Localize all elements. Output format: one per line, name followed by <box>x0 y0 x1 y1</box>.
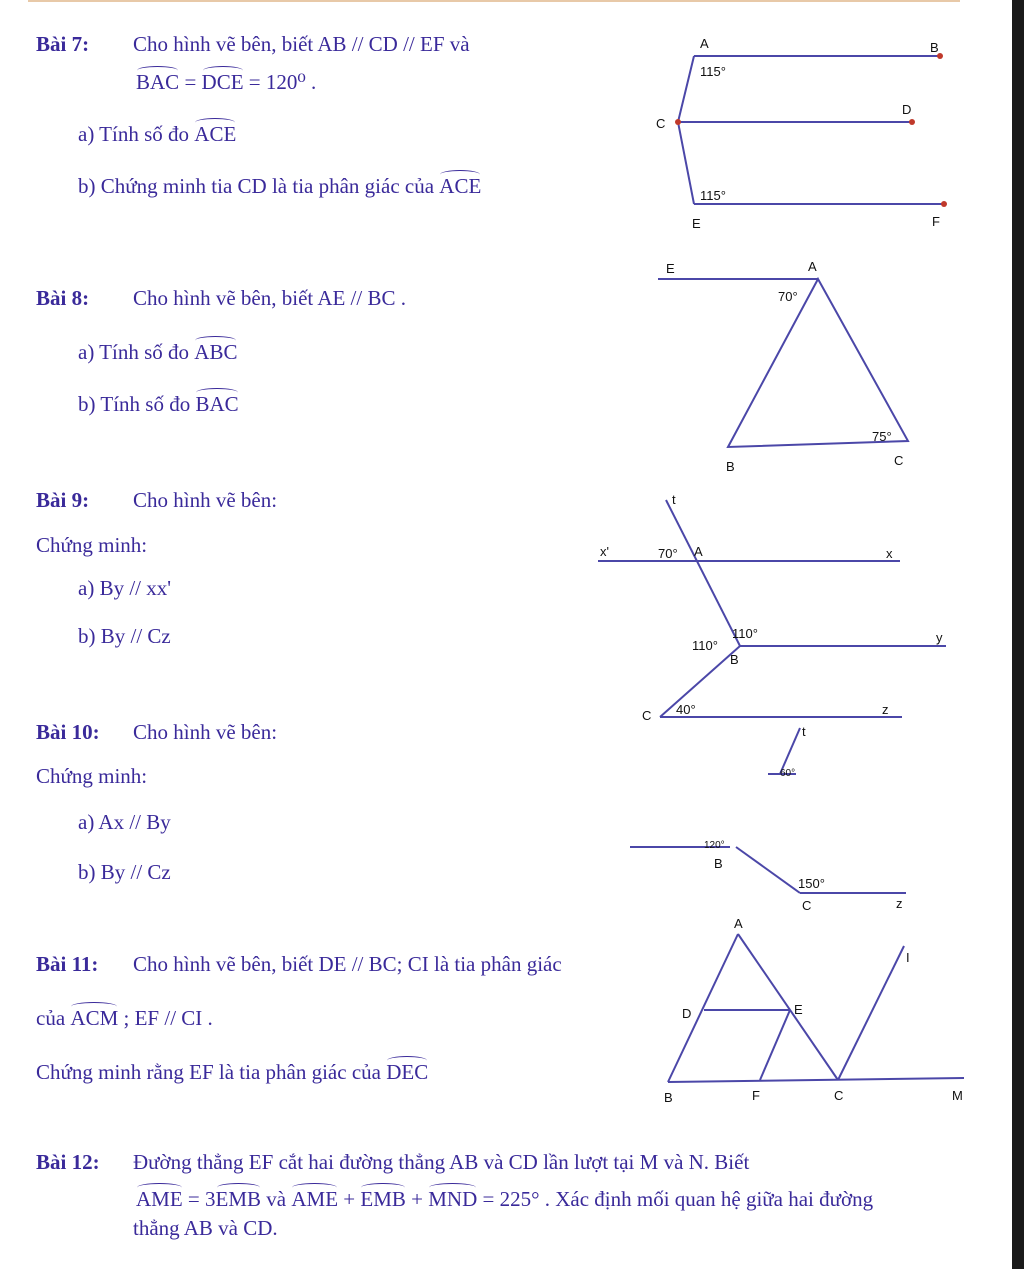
label-c: C <box>642 708 652 723</box>
label-c: C <box>834 1088 844 1103</box>
bai10-part-a: a) Ax // By <box>78 810 171 834</box>
bai11-line3: Chứng minh rằng EF là tia phân giác của DEC <box>36 1060 429 1084</box>
label-a: A <box>734 916 743 931</box>
bai9-statement: Cho hình vẽ bên: <box>133 488 278 512</box>
line-bm <box>668 1078 964 1082</box>
window-edge <box>1012 0 1024 1269</box>
point-f <box>941 201 947 207</box>
bai7-figure <box>650 30 970 240</box>
bai8-statement: Cho hình vẽ bên, biết AE // BC . <box>133 286 406 310</box>
angle-abc: ABC <box>194 340 238 364</box>
label-x: x <box>886 546 893 561</box>
label-z: z <box>896 896 903 911</box>
bai9-figure <box>590 490 960 730</box>
line-ace <box>678 56 694 204</box>
line-t <box>666 500 740 646</box>
label-y: y <box>936 630 943 645</box>
angle-bac: BAC <box>136 70 180 94</box>
bai12-statement: Đường thẳng EF cắt hai đường thẳng AB và CD lần lượt tại M và N. Biết <box>133 1150 750 1174</box>
bai7-statement: Cho hình vẽ bên, biết AB // CD // EF và <box>133 32 470 56</box>
label-c: C <box>894 453 904 468</box>
bai11-figure <box>650 912 980 1112</box>
angle-label-a: 60° <box>780 768 796 779</box>
bai10-statement: Cho hình vẽ bên: <box>133 720 278 744</box>
label-i: I <box>906 950 910 965</box>
line-ab <box>668 934 738 1082</box>
bai9-prove: Chứng minh: <box>36 533 148 557</box>
bai9-part-b: b) By // Cz <box>78 624 171 648</box>
angle-mnd: MND <box>428 1187 478 1211</box>
label-m: M <box>952 1088 963 1103</box>
angle-ame: AME <box>291 1187 339 1211</box>
label-b: B <box>730 652 739 667</box>
bai10-part-b: b) By // Cz <box>78 860 171 884</box>
bai12-equation: AME = 3EMB và AME + EMB + MND = 225° . Xác định mối quan hệ giữa hai đường <box>136 1187 874 1211</box>
label-e: E <box>692 216 701 231</box>
line-bc <box>736 847 800 893</box>
line-bc <box>660 646 740 717</box>
angle-label-c: 75° <box>872 429 892 444</box>
label-d: D <box>902 102 912 117</box>
label-f: F <box>932 214 940 229</box>
angle-bac: BAC <box>195 392 239 416</box>
bai7-angle-equation: BAC = DCE = 120⁰ . <box>136 70 317 94</box>
top-rule <box>28 0 960 2</box>
angle-emb: EMB <box>215 1187 262 1211</box>
angle-dce: DCE <box>201 70 244 94</box>
angle-label-c: 150° <box>798 876 825 891</box>
angle-label-top: 115° <box>700 64 726 79</box>
angle-label-c: 40° <box>676 702 696 717</box>
triangle-abc <box>728 279 908 447</box>
label-e: E <box>794 1002 803 1017</box>
label-b: B <box>726 459 735 474</box>
label-a: A <box>808 259 817 274</box>
label-e: E <box>666 261 675 276</box>
label-b: B <box>930 40 939 55</box>
label-d: D <box>682 1006 692 1021</box>
label-t: t <box>802 724 806 739</box>
angle-label-a: 70° <box>658 546 678 561</box>
angle-label-b-left: 110° <box>692 638 718 653</box>
angle-label-b: 120° <box>704 840 725 851</box>
label-z: z <box>882 702 889 717</box>
angle-acm: ACM <box>70 1006 119 1030</box>
bai7-part-a: a) Tính số đo ACE <box>78 122 237 146</box>
bai8-part-a: a) Tính số đo ABC <box>78 340 238 364</box>
bai7-label: Bài 7: <box>36 32 90 56</box>
line-ci <box>838 946 904 1080</box>
line-ef <box>760 1010 790 1080</box>
angle-ame: AME <box>136 1187 183 1211</box>
angle-dec: DEC <box>386 1060 429 1084</box>
label-t: t <box>672 492 676 507</box>
angle-ace: ACE <box>194 122 237 146</box>
angle-ace: ACE <box>439 174 482 198</box>
label-b: B <box>714 856 723 871</box>
angle-label-a: 70° <box>778 289 798 304</box>
bai8-part-b: b) Tính số đo BAC <box>78 392 239 416</box>
bai11-line2: của ACM ; EF // CI . <box>36 1006 213 1030</box>
bai8-label: Bài 8: <box>36 286 90 310</box>
bai9-part-a: a) By // xx' <box>78 576 172 600</box>
label-c: C <box>656 116 666 131</box>
label-b: B <box>664 1090 673 1105</box>
bai7-part-b: b) Chứng minh tia CD là tia phân giác của ACE <box>78 174 482 198</box>
angle-label-bottom: 115° <box>700 188 726 203</box>
line-ac <box>738 934 838 1080</box>
bai11-statement: Cho hình vẽ bên, biết DE // BC; CI là tia phân giác <box>133 952 562 976</box>
point-c <box>675 119 681 125</box>
bai12-label: Bài 12: <box>36 1150 100 1174</box>
label-x-prime: x' <box>600 544 609 559</box>
bai9-label: Bài 9: <box>36 488 90 512</box>
point-d <box>909 119 915 125</box>
bai10-label: Bài 10: <box>36 720 100 744</box>
angle-label-b-right: 110° <box>732 626 758 641</box>
bai11-label: Bài 11: <box>36 952 99 976</box>
label-f: F <box>752 1088 760 1103</box>
label-c: C <box>802 898 812 913</box>
label-a: A <box>694 544 703 559</box>
bai10-figure <box>620 716 920 916</box>
bai12-line3: thẳng AB và CD. <box>133 1216 278 1240</box>
label-a: A <box>700 36 709 51</box>
angle-emb: EMB <box>360 1187 406 1211</box>
bai10-prove: Chứng minh: <box>36 764 148 788</box>
bai8-figure <box>650 255 930 480</box>
